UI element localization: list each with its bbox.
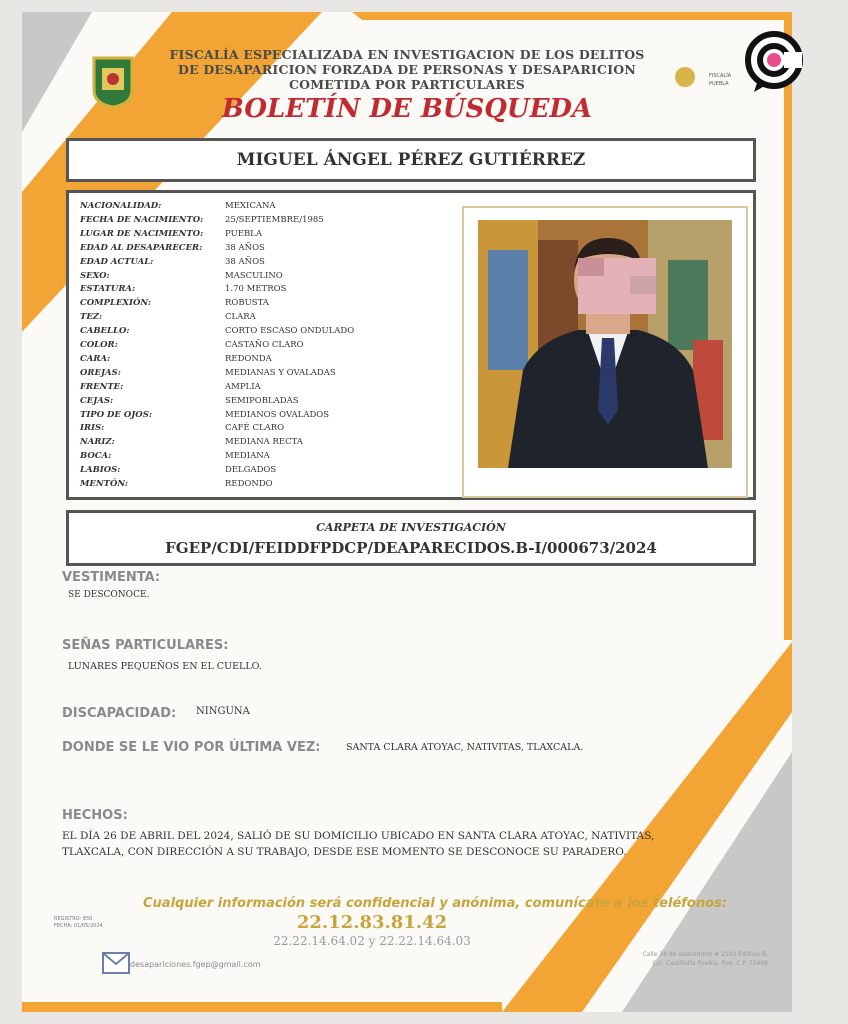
person-details-list [80, 200, 430, 500]
header-line-1: FISCALÍA ESPECIALIZADA EN INVESTIGACION DE LOS DELITOS [169, 47, 645, 62]
field-value: PUEBLA [225, 228, 262, 239]
ultima-vez-label: DONDE SE LE VIO POR ÚLTIMA VEZ: [62, 740, 321, 755]
field-value: MEDIANA [225, 451, 270, 462]
field-value: MEDIANAS Y OVALADAS [225, 367, 336, 378]
vestimenta-value: SE DESCONOCE. [68, 590, 150, 600]
field-value: REDONDA [225, 353, 272, 364]
hechos-line-2: TLAXCALA, CON DIRECCIÓN A SU TRABAJO, DESDE ESE MOMENTO SE DESCONOCE SU PARADERO. [62, 846, 627, 858]
field-label: COMPLEXIÓN: [80, 298, 152, 309]
field-value: 1.70 METROS [225, 284, 287, 295]
person-name: MIGUEL ÁNGEL PÉREZ GUTIÉRREZ [66, 138, 756, 182]
contact-message: Cualquier información será confidencial y anónima, comunícate a los teléfonos: [143, 896, 727, 911]
field-label: LABIOS: [80, 465, 121, 476]
registro-line-2: FECHA: 01/05/2024 [54, 923, 103, 929]
field-label: EDAD AL DESAPARECER: [80, 242, 203, 253]
field-value: MEDIANOS OVALADOS [225, 409, 330, 420]
header-line-2: DE DESAPARICION FORZADA DE PERSONAS Y DESAPARICION [178, 62, 636, 77]
field-label: CEJAS: [80, 395, 114, 406]
header-line-3: COMETIDA POR PARTICULARES [288, 77, 526, 92]
senas-value: LUNARES PEQUEÑOS EN EL CUELLO. [68, 661, 262, 672]
field-value: MEXICANA [225, 201, 276, 211]
field-label: BOCA: [80, 451, 112, 462]
phone-alt: 22.22.14.64.02 y 22.22.14.64.03 [273, 934, 471, 948]
field-value: DELGADOS [225, 465, 277, 476]
discapacidad-value: NINGUNA [196, 706, 250, 717]
field-label: LUGAR DE NACIMIENTO: [80, 228, 204, 239]
field-label: MENTÓN: [80, 479, 128, 489]
field-label: NACIONALIDAD: [80, 201, 162, 211]
senas-label: SEÑAS PARTICULARES: [62, 638, 229, 653]
bulletin-title: BOLETÍN DE BÚSQUEDA [221, 94, 593, 124]
address-line-1: Calle 16 de septiembre # 2102 Edificio B, [642, 951, 768, 958]
field-label: ESTATURA: [80, 284, 136, 295]
address-line-2: Col. Castillotla Puebla, Pue. C.P. 72498 [652, 960, 768, 967]
search-bulletin-poster [22, 12, 792, 1012]
field-label: NARIZ: [80, 437, 115, 448]
field-value: CASTAÑO CLARO [225, 340, 304, 350]
person-photo [478, 220, 732, 468]
field-value: 38 AÑOS [225, 242, 265, 253]
carpeta-number: FGEP/CDI/FEIDDFPDCP/DEAPARECIDOS.B-I/000673/2024 [165, 539, 657, 557]
field-value: MASCULINO [225, 270, 283, 281]
hechos-line-1: EL DÍA 26 DE ABRIL DEL 2024, SALIÓ DE SU DOMICILIO UBICADO EN SANTA CLARA ATOYAC, NATIVITAS, [62, 830, 655, 842]
field-value: CORTO ESCASO ONDULADO [225, 326, 355, 337]
carpeta-box [66, 510, 756, 566]
field-label: EDAD ACTUAL: [80, 256, 154, 267]
field-value: AMPLIA [225, 381, 261, 392]
field-label: COLOR: [80, 340, 118, 350]
hechos-label: HECHOS: [62, 808, 128, 823]
contact-email: desapariciones.fgep@gmail.com [130, 960, 261, 969]
field-value: REDONDO [225, 479, 273, 489]
field-label: IRIS: [80, 423, 105, 434]
registro-info [54, 916, 103, 930]
field-value: 25/SEPTIEMBRE/1985 [225, 214, 324, 225]
field-label: TEZ: [80, 312, 103, 323]
field-value: CLARA [225, 312, 256, 323]
field-label: CARA: [80, 353, 111, 364]
field-label: TIPO DE OJOS: [80, 409, 152, 420]
svg-text:FISCALÍA: FISCALÍA [709, 73, 732, 79]
field-value: MEDIANA RECTA [225, 437, 303, 448]
field-label: FRENTE: [80, 381, 124, 392]
ultima-vez-value: SANTA CLARA ATOYAC, NATIVITAS, TLAXCALA. [346, 742, 584, 753]
field-value: SEMIPOBLADAS [225, 395, 299, 406]
field-label: OREJAS: [80, 367, 121, 378]
field-value: ROBUSTA [225, 298, 269, 309]
carpeta-label: CARPETA DE INVESTIGACIÓN [316, 521, 506, 534]
field-label: SEXO: [80, 270, 110, 281]
registro-line-1: REGISTRO: 850 [54, 916, 93, 922]
field-label: CABELLO: [80, 326, 130, 337]
field-value: 38 AÑOS [225, 256, 265, 267]
address-info [588, 950, 768, 968]
svg-text:PUEBLA: PUEBLA [709, 81, 729, 87]
envelope-icon [102, 952, 130, 974]
field-value: CAFÉ CLARO [225, 423, 285, 434]
phone-main: 22.12.83.81.42 [296, 912, 448, 933]
vestimenta-label: VESTIMENTA: [62, 570, 161, 585]
discapacidad-label: DISCAPACIDAD: [62, 706, 177, 721]
field-label: FECHA DE NACIMIENTO: [80, 214, 204, 225]
